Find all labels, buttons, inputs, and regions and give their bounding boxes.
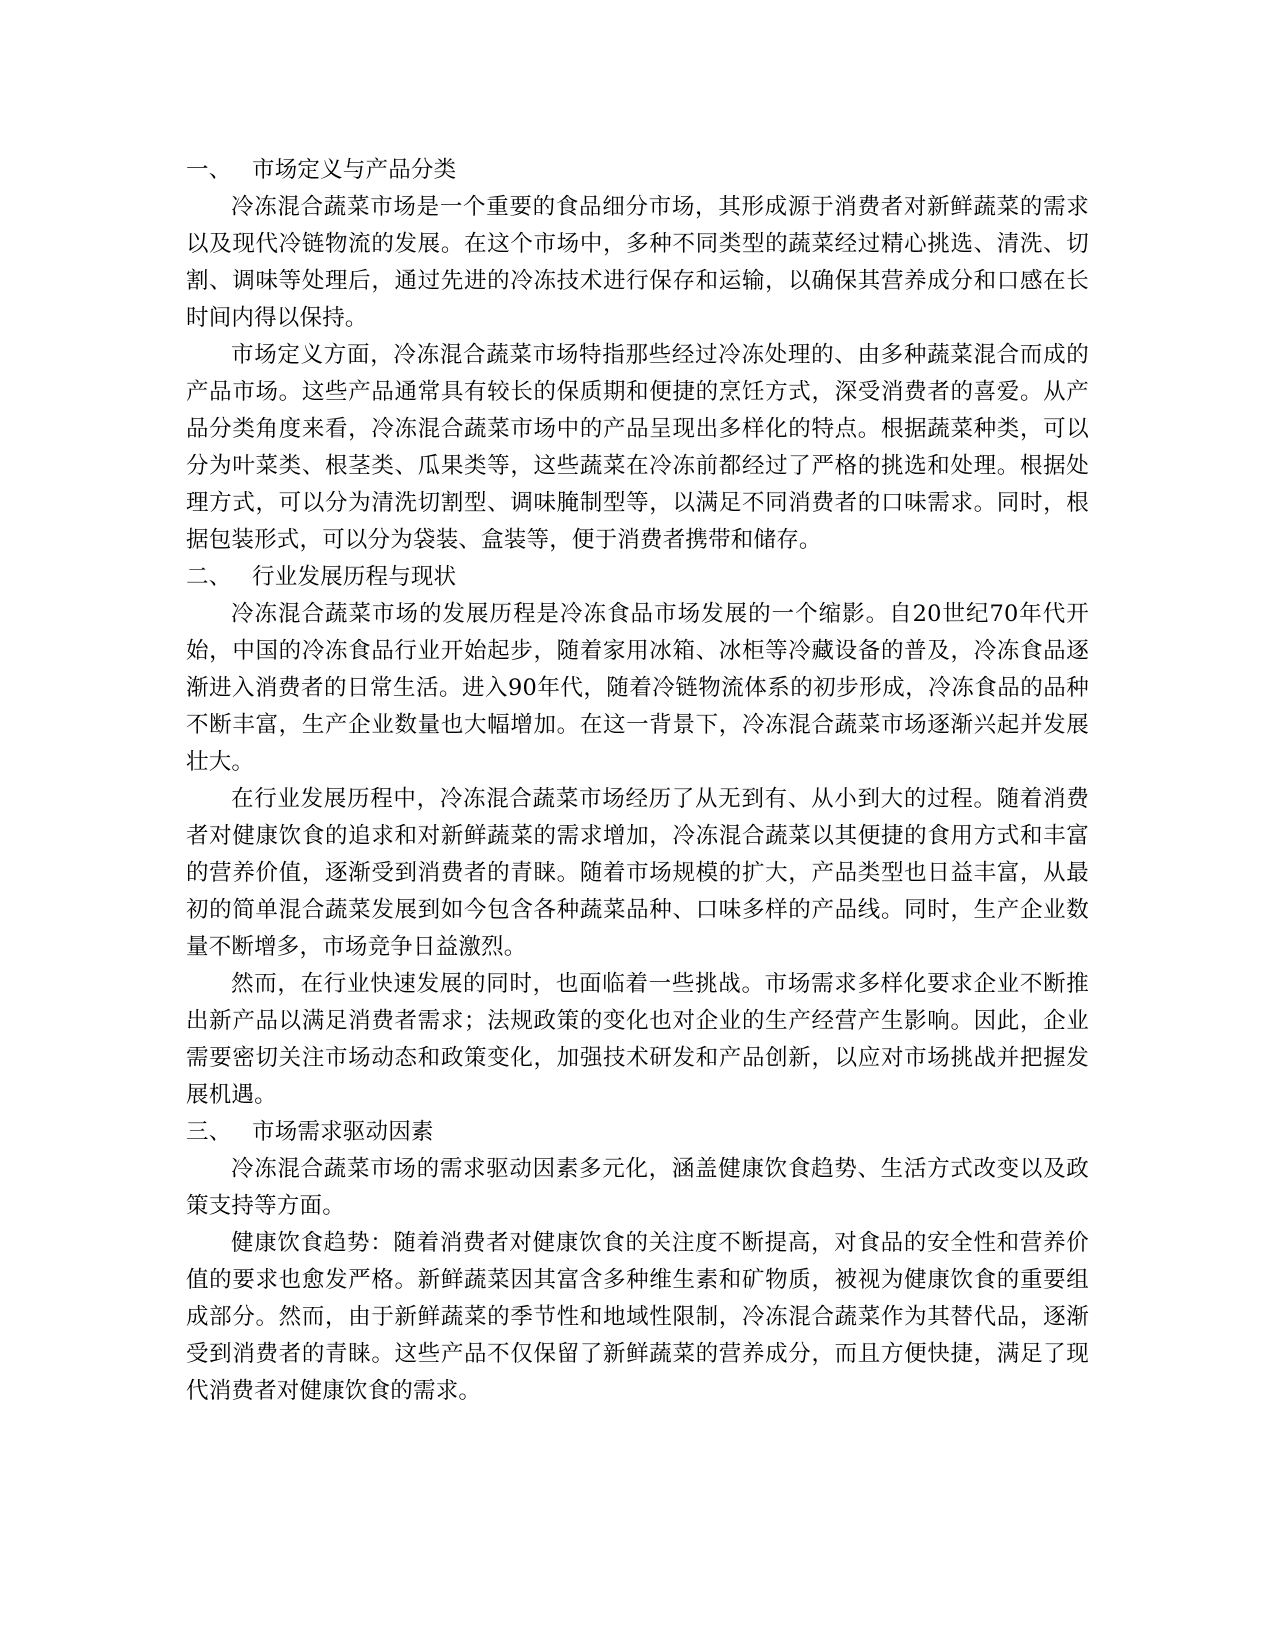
section-heading [186, 1114, 1089, 1151]
section-number: 二、 [186, 564, 232, 590]
paragraph: 冷冻混合蔬菜市场的需求驱动因素多元化，涵盖健康饮食趋势、生活方式改变以及政策支持等方面。 [186, 1156, 1089, 1219]
section-number: 一、 [186, 157, 232, 183]
section-industry-history [186, 559, 1089, 1114]
section-title: 市场定义与产品分类 [252, 157, 457, 183]
document-body [186, 152, 1089, 1410]
paragraph: 健康饮食趋势：随着消费者对健康饮食的关注度不断提高，对食品的安全性和营养价值的要求也愈发严格。新鲜蔬菜因其富含多种维生素和矿物质，被视为健康饮食的重要组成部分。然而，由于新鲜蔬菜的季节性和地域性限制，冷冻混合蔬菜作为其替代品，逐渐受到消费者的青睐。这些产品不仅保留了新鲜蔬菜的营养成分，而且方便快捷，满足了现代消费者对健康饮食的需求。 [186, 1230, 1089, 1404]
section-number: 三、 [186, 1119, 232, 1145]
paragraph: 冷冻混合蔬菜市场是一个重要的食品细分市场，其形成源于消费者对新鲜蔬菜的需求以及现代冷链物流的发展。在这个市场中，多种不同类型的蔬菜经过精心挑选、清洗、切割、调味等处理后，通过先进的冷冻技术进行保存和运输，以确保其营养成分和口感在长时间内得以保持。 [186, 194, 1089, 331]
section-heading [186, 559, 1089, 596]
section-title: 行业发展历程与现状 [252, 564, 457, 590]
paragraph: 冷冻混合蔬菜市场的发展历程是冷冻食品市场发展的一个缩影。自20世纪70年代开始，中国的冷冻食品行业开始起步，随着家用冰箱、冰柜等冷藏设备的普及，冷冻食品逐渐进入消费者的日常生活。进入90年代，随着冷链物流体系的初步形成，冷冻食品的品种不断丰富，生产企业数量也大幅增加。在这一背景下，冷冻混合蔬菜市场逐渐兴起并发展壮大。 [186, 601, 1089, 775]
paragraph: 在行业发展历程中，冷冻混合蔬菜市场经历了从无到有、从小到大的过程。随着消费者对健康饮食的追求和对新鲜蔬菜的需求增加，冷冻混合蔬菜以其便捷的食用方式和丰富的营养价值，逐渐受到消费者的青睐。随着市场规模的扩大，产品类型也日益丰富，从最初的简单混合蔬菜发展到如今包含各种蔬菜品种、口味多样的产品线。同时，生产企业数量不断增多，市场竞争日益激烈。 [186, 786, 1089, 960]
section-demand-drivers [186, 1114, 1089, 1410]
section-heading [186, 152, 1089, 189]
paragraph: 然而，在行业快速发展的同时，也面临着一些挑战。市场需求多样化要求企业不断推出新产品以满足消费者需求；法规政策的变化也对企业的生产经营产生影响。因此，企业需要密切关注市场动态和政策变化，加强技术研发和产品创新，以应对市场挑战并把握发展机遇。 [186, 971, 1089, 1108]
section-title: 市场需求驱动因素 [252, 1119, 434, 1145]
section-market-definition [186, 152, 1089, 559]
paragraph: 市场定义方面，冷冻混合蔬菜市场特指那些经过冷冻处理的、由多种蔬菜混合而成的产品市场。这些产品通常具有较长的保质期和便捷的烹饪方式，深受消费者的喜爱。从产品分类角度来看，冷冻混合蔬菜市场中的产品呈现出多样化的特点。根据蔬菜种类，可以分为叶菜类、根茎类、瓜果类等，这些蔬菜在冷冻前都经过了严格的挑选和处理。根据处理方式，可以分为清洗切割型、调味腌制型等，以满足不同消费者的口味需求。同时，根据包装形式，可以分为袋装、盒装等，便于消费者携带和储存。 [186, 342, 1089, 553]
